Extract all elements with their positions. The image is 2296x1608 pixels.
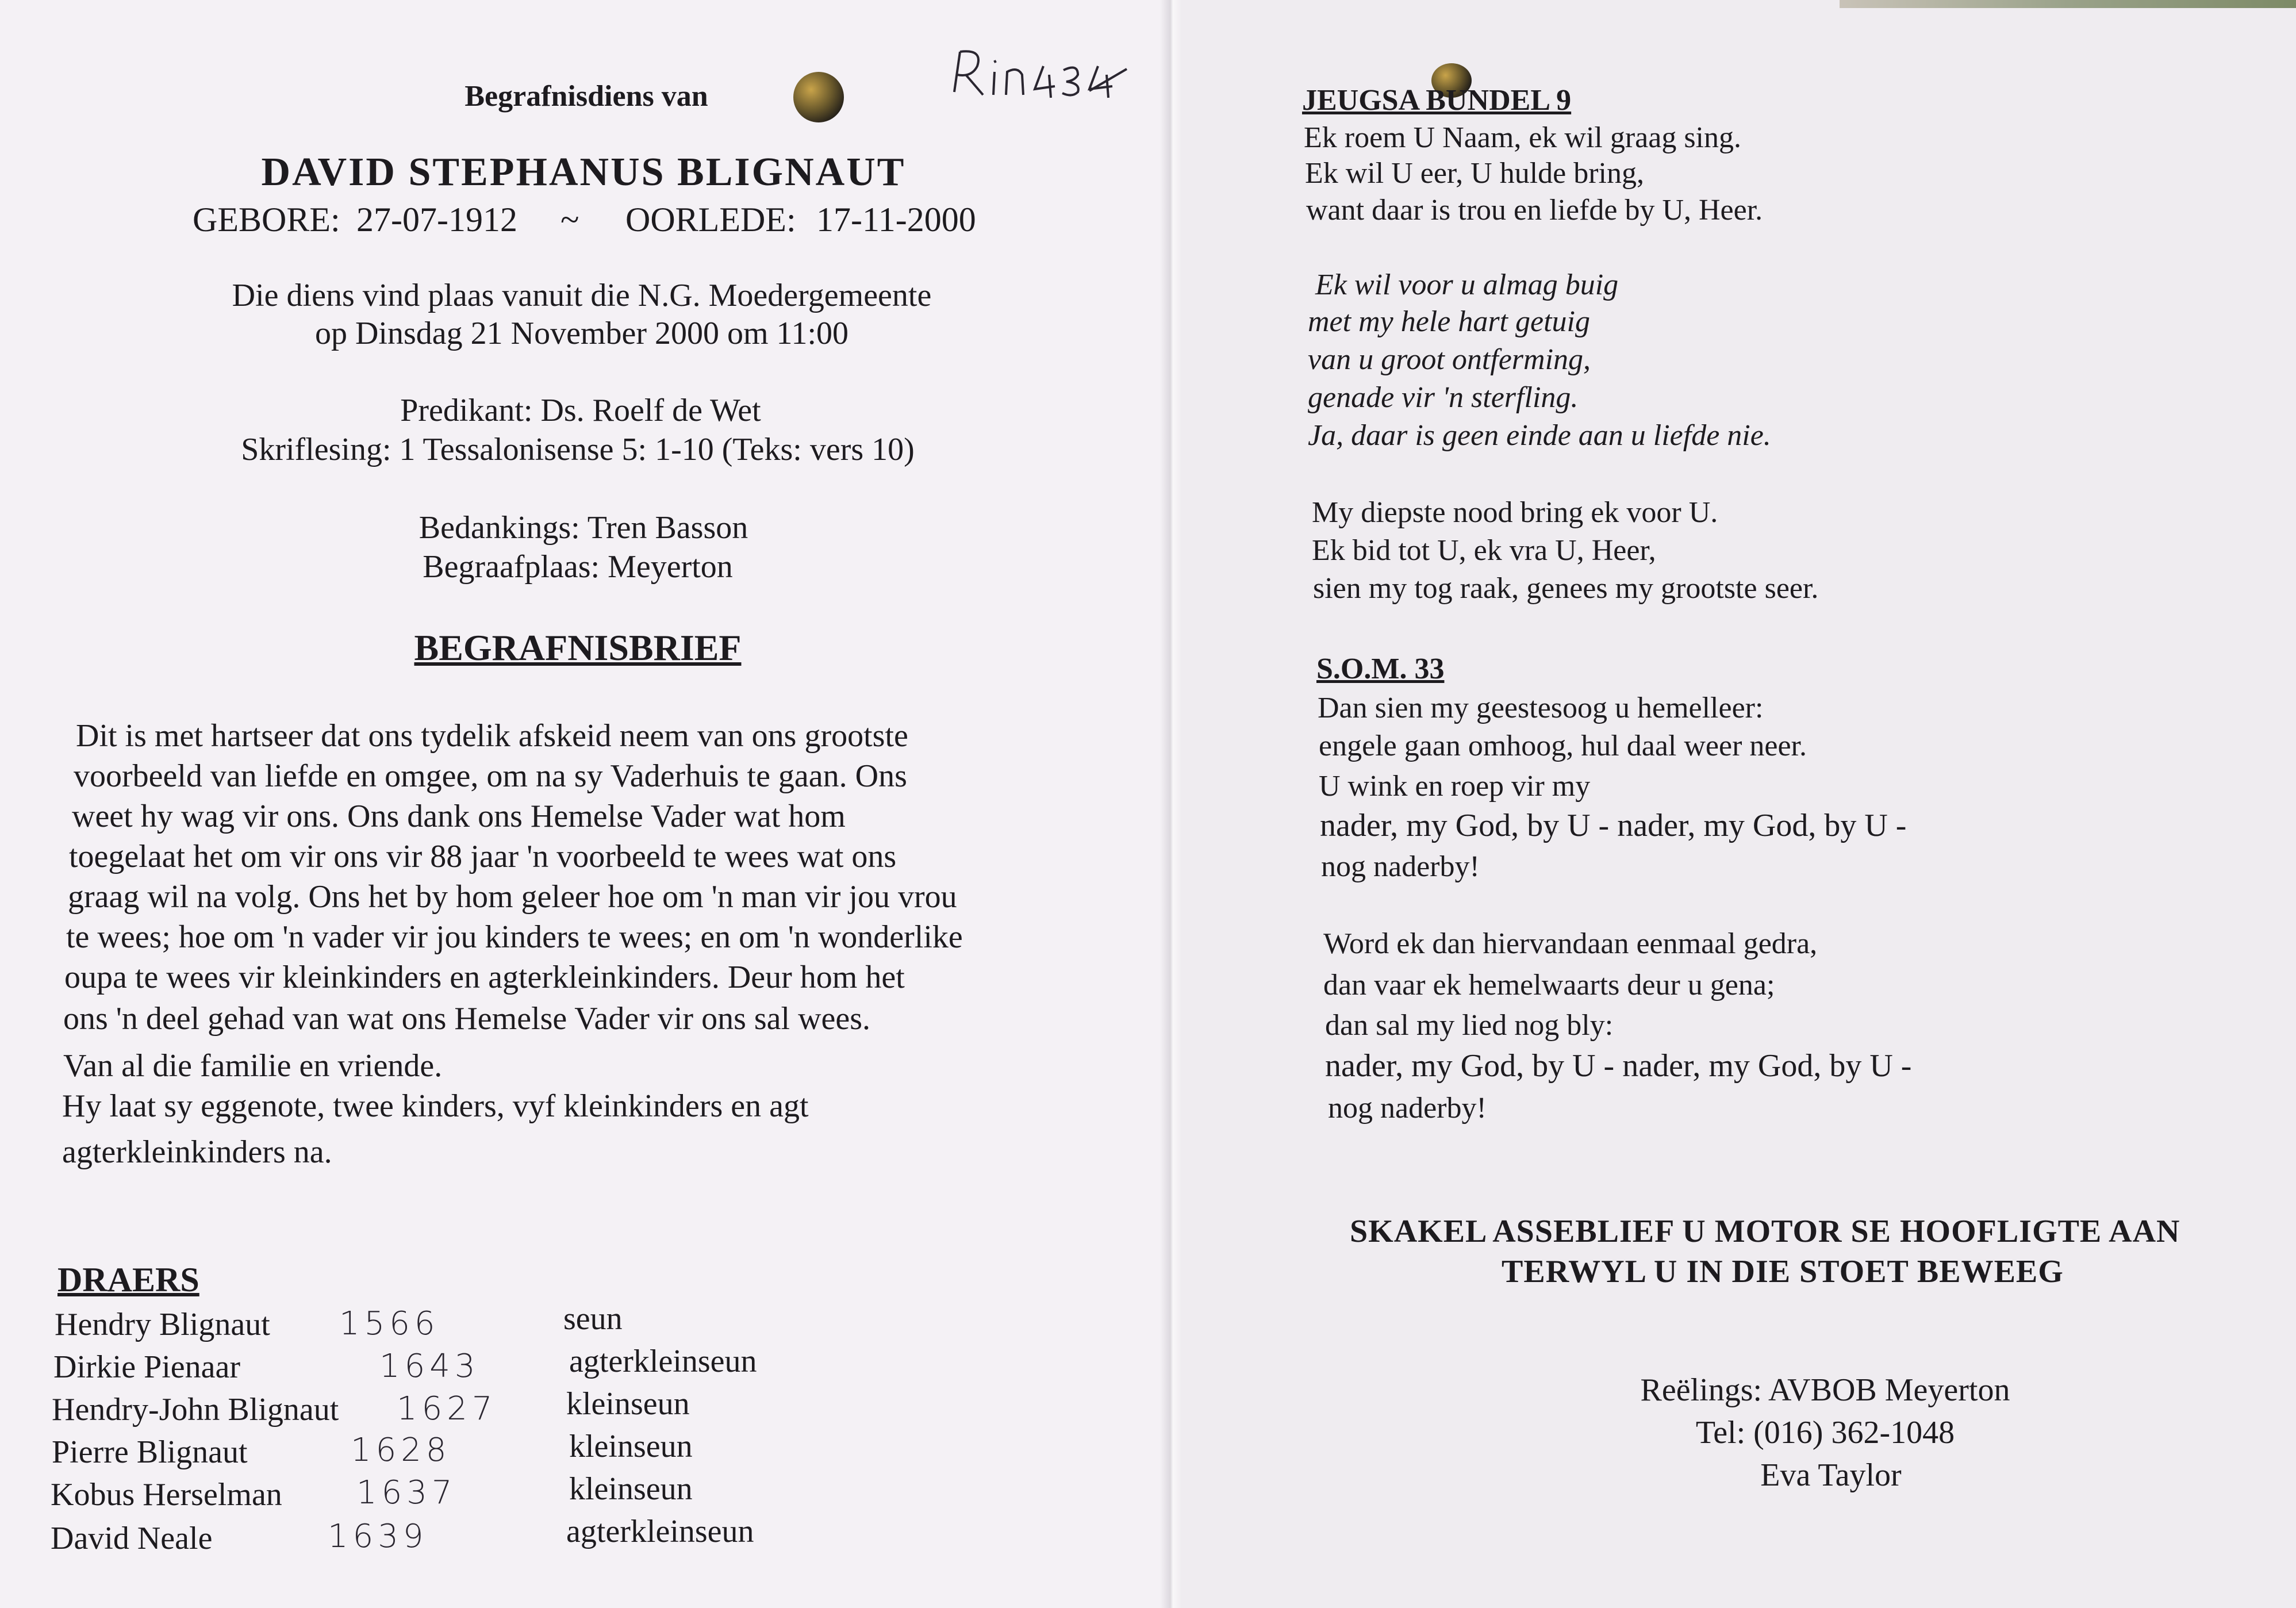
cemetery-line: Begraafplaas: Meyerton — [423, 549, 733, 585]
venue-line-1: Die diens vind plaas vanuit die N.G. Moedergemeente — [232, 278, 932, 313]
som-line: nog naderby! — [1321, 850, 1480, 883]
som2-line: nader, my God, by U - nader, my God, by U - — [1325, 1048, 1912, 1084]
hymn-title: JEUGSA BUNDEL 9 — [1302, 84, 1572, 117]
hymn-line: want daar is trou en liefde by U, Heer. — [1306, 194, 1763, 227]
verse2-line: sien my tog raak, genees my grootste seer. — [1313, 572, 1819, 605]
bearer-code: 1627 — [397, 1390, 497, 1427]
letter-line: toegelaat het om vir ons vir 88 jaar 'n voorbeeld te wees wat ons — [69, 839, 897, 874]
bearer-name: Hendry Blignaut — [55, 1307, 270, 1342]
letter-line: graag wil na volg. Ons het by hom geleer hoe om 'n man vir jou vrou — [68, 879, 957, 915]
contact-name: Eva Taylor — [1760, 1457, 1902, 1493]
bearer-code: 1643 — [379, 1348, 480, 1385]
date-separator: ~ — [560, 201, 579, 239]
letter-line: weet hy wag vir ons. Ons dank ons Hemelse Vader wat hom — [72, 799, 846, 834]
verse2-line: Ek bid tot U, ek vra U, Heer, — [1312, 534, 1656, 567]
chorus-line: van u groot ontferming, — [1308, 343, 1591, 376]
bearer-relation: seun — [563, 1301, 623, 1337]
headlights-notice-line-2: TERWYL U IN DIE STOET BEWEEG — [1502, 1254, 2064, 1290]
scripture-reading: Skriflesing: 1 Tessalonisense 5: 1-10 (Teks: vers 10) — [241, 432, 915, 467]
som-title: S.O.M. 33 — [1316, 653, 1445, 685]
telephone-line: Tel: (016) 362-1048 — [1695, 1415, 1955, 1450]
chorus-line: genade vir 'n sterfling. — [1308, 381, 1579, 414]
bearer-code: 1639 — [328, 1518, 428, 1555]
chorus-line: met my hele hart getuig — [1308, 305, 1590, 338]
som2-line: dan vaar ek hemelwaarts deur u gena; — [1323, 969, 1775, 1001]
letter-line: Hy laat sy eggenote, twee kinders, vyf kleinkinders en agt — [62, 1088, 809, 1124]
died-date: 17-11-2000 — [816, 201, 976, 239]
minister-line: Predikant: Ds. Roelf de Wet — [400, 393, 761, 428]
bearer-name: Pierre Blignaut — [52, 1434, 248, 1470]
chorus-line: Ja, daar is geen einde aan u liefde nie. — [1308, 419, 1771, 452]
verse2-line: My diepste nood bring ek voor U. — [1312, 496, 1718, 529]
som2-line: nog naderby! — [1328, 1092, 1487, 1125]
som-line: engele gaan omhoog, hul daal weer neer. — [1319, 730, 1807, 762]
bearer-relation: agterkleinseun — [566, 1514, 754, 1549]
bearer-name: Hendry-John Blignaut — [52, 1392, 339, 1427]
bearer-name: Kobus Herselman — [51, 1477, 282, 1513]
bearer-code: 1637 — [356, 1474, 457, 1511]
service-of-label: Begrafnisdiens van — [464, 80, 708, 113]
headlights-notice-line-1: SKAKEL ASSEBLIEF U MOTOR SE HOOFLIGTE AAN — [1350, 1214, 2180, 1249]
page-fold — [1160, 0, 1182, 1608]
letter-line: te wees; hoe om 'n vader vir jou kinders te wees; en om 'n wonderlike — [66, 919, 963, 955]
bearer-code: 1628 — [351, 1432, 451, 1469]
letter-line: voorbeeld van liefde en omgee, om na sy Vaderhuis te gaan. Ons — [74, 758, 907, 794]
arrangements-line: Reëlings: AVBOB Meyerton — [1640, 1372, 2010, 1408]
punch-hole-left — [793, 72, 844, 122]
handwritten-reference — [943, 40, 1132, 109]
letter-line: oupa te wees vir kleinkinders en agterkleinkinders. Deur hom het — [64, 960, 905, 995]
background-strip — [1840, 0, 2296, 8]
born-label: GEBORE: — [193, 201, 340, 239]
som-line: Dan sien my geestesoog u hemelleer: — [1318, 692, 1764, 724]
hymn-line: Ek roem U Naam, ek wil graag sing. — [1304, 121, 1742, 154]
right-page — [1170, 0, 2296, 1608]
som2-line: dan sal my lied nog bly: — [1325, 1009, 1614, 1042]
som-line: nader, my God, by U - nader, my God, by U - — [1320, 808, 1907, 843]
bearer-relation: kleinseun — [569, 1429, 693, 1464]
letter-line: Van al die familie en vriende. — [63, 1048, 443, 1084]
som2-line: Word ek dan hiervandaan eenmaal gedra, — [1323, 927, 1818, 960]
bearer-relation: kleinseun — [569, 1471, 693, 1507]
deceased-name: DAVID STEPHANUS BLIGNAUT — [261, 150, 906, 194]
bearer-name: David Neale — [51, 1521, 213, 1556]
bearer-code: 1566 — [339, 1305, 440, 1342]
hymn-line: Ek wil U eer, U hulde bring, — [1305, 157, 1645, 190]
letter-line: Dit is met hartseer dat ons tydelik afskeid neem van ons grootste — [76, 718, 908, 754]
letter-title: BEGRAFNISBRIEF — [414, 627, 742, 668]
thanks-line: Bedankings: Tren Basson — [418, 510, 748, 546]
bearer-name: Dirkie Pienaar — [53, 1349, 240, 1385]
born-date: 27-07-1912 — [356, 201, 517, 239]
died-label: OORLEDE: — [625, 201, 796, 239]
letter-line: ons 'n deel gehad van wat ons Hemelse Vader vir ons sal wees. — [63, 1001, 871, 1037]
bearers-title: DRAERS — [57, 1261, 199, 1299]
bearer-relation: agterkleinseun — [569, 1344, 757, 1379]
chorus-line: Ek wil voor u almag buig — [1315, 268, 1619, 301]
bearer-relation: kleinseun — [566, 1386, 690, 1422]
som-line: U wink en roep vir my — [1319, 770, 1591, 803]
letter-line: agterkleinkinders na. — [62, 1134, 332, 1170]
venue-line-2: op Dinsdag 21 November 2000 om 11:00 — [314, 316, 849, 351]
